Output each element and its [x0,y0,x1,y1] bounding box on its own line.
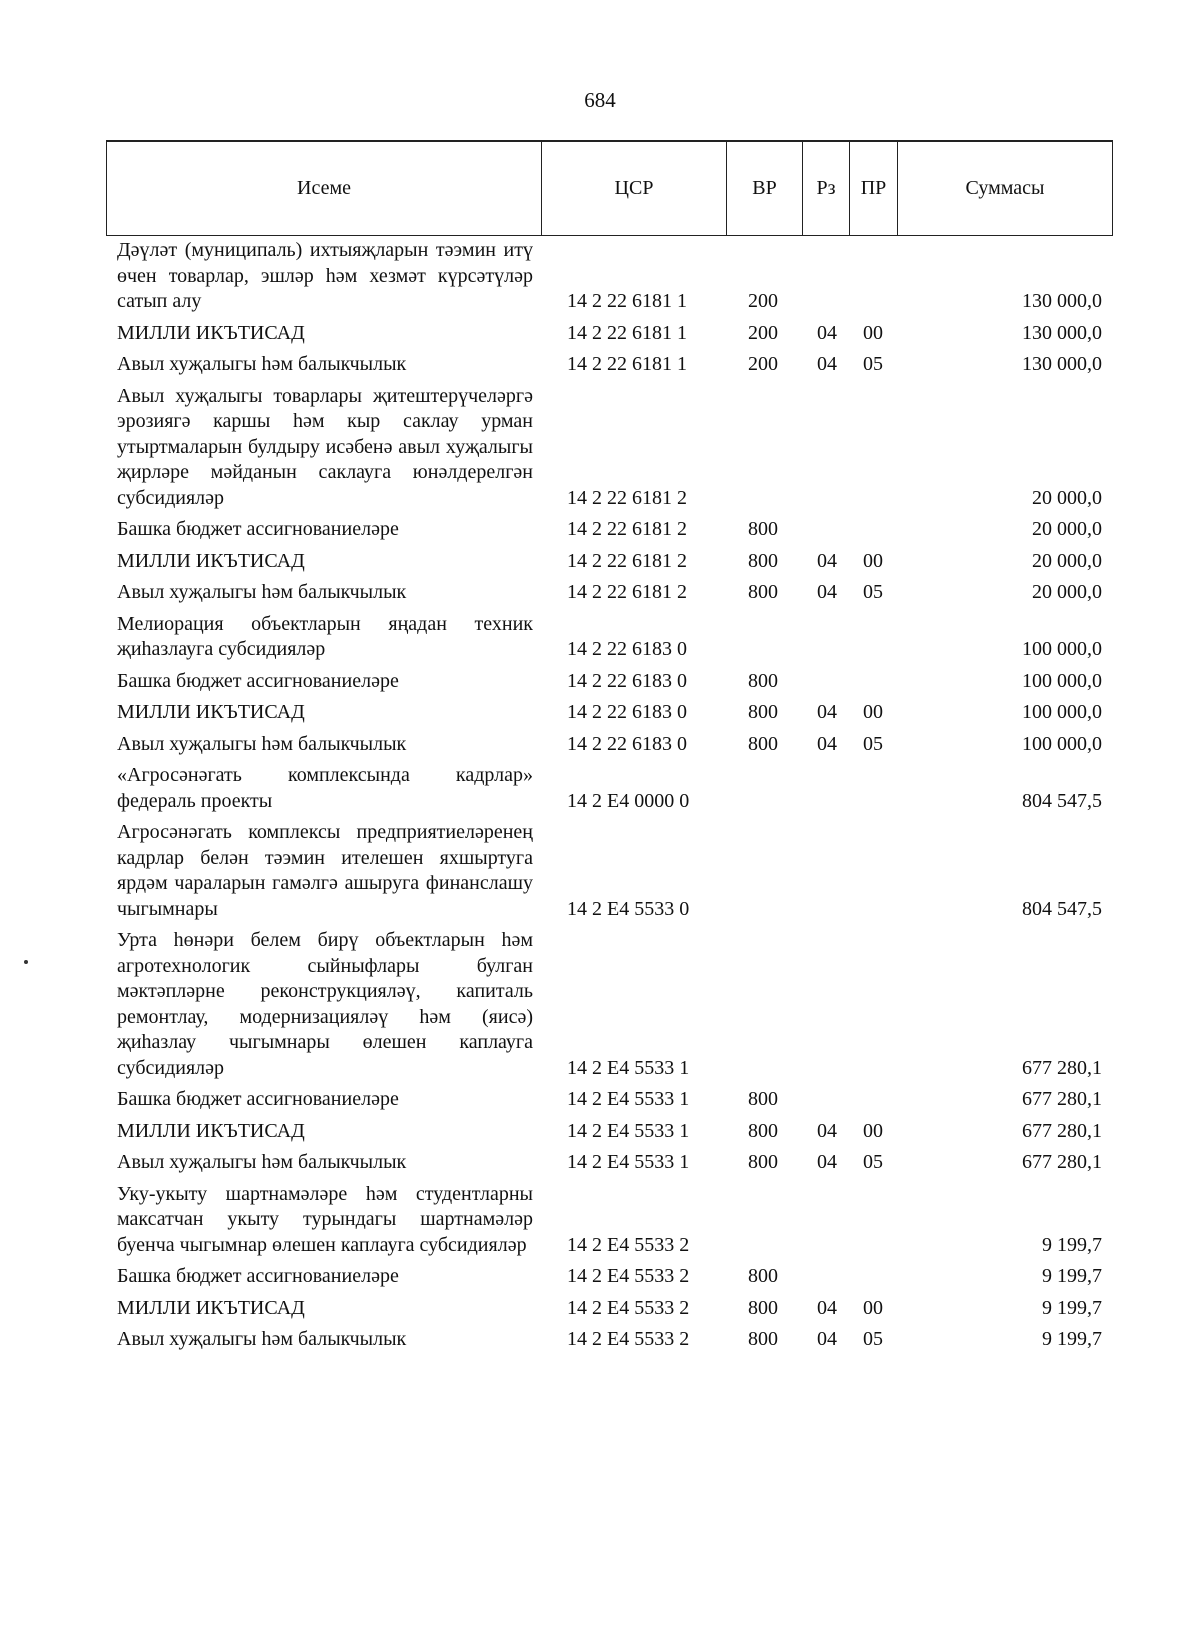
row-name-cell [106,1327,541,1359]
row-name-cell [106,580,541,612]
row-rz-cell: 04 [817,581,837,603]
row-name-cell [106,763,541,820]
row-rz-cell: 04 [817,1328,837,1350]
table-row [106,700,1112,732]
row-name-cell [106,238,541,321]
row-name-cell [106,384,541,518]
row-vr-cell: 200 [748,321,778,344]
row-name-cell [106,1150,541,1182]
row-pr-cell: 05 [863,1151,883,1173]
row-csr-cell: 14 2 E4 0000 0 [567,789,690,812]
header-pr: ПР [850,141,898,236]
row-sum-cell: 100 000,0 [1022,669,1102,692]
table-row [106,612,1112,669]
row-vr-cell [726,612,802,669]
table-row [106,1296,1112,1328]
row-pr-cell [849,384,897,518]
row-sum-cell: 20 000,0 [1032,486,1102,509]
row-name-cell [106,928,541,1087]
row-rz-cell [802,763,849,820]
row-vr-cell: 200 [748,353,778,375]
row-rz-cell [802,517,849,549]
row-pr-cell [849,1087,897,1119]
row-pr-cell [849,820,897,928]
row-sum-cell: 677 280,1 [1022,1088,1102,1110]
row-csr-cell: 14 2 22 6183 0 [567,701,687,723]
row-vr-cell: 800 [748,669,778,692]
row-rz-cell: 04 [817,732,837,755]
row-sum-cell: 804 547,5 [1022,897,1102,920]
row-sum-cell: 804 547,5 [1022,789,1102,812]
row-pr-cell [849,928,897,1087]
row-name-cell [106,1264,541,1296]
row-name-cell [106,321,541,353]
header-vr: ВР [727,141,803,236]
row-pr-cell: 00 [863,321,883,344]
row-csr-cell: 14 2 E4 5533 1 [567,1151,690,1173]
row-sum-cell: 100 000,0 [1022,638,1102,660]
row-sum-cell: 100 000,0 [1022,701,1102,723]
row-pr-cell: 05 [863,1328,883,1350]
table-row [106,820,1112,928]
row-name-text: МИЛЛИ ИКЪТИСАД [117,1119,305,1142]
row-pr-cell: 00 [863,701,883,723]
row-rz-cell [802,238,849,321]
header-name: Исеме [107,141,542,236]
row-vr-cell [726,384,802,518]
row-vr-cell [726,1182,802,1265]
row-csr-cell: 14 2 E4 5533 1 [567,1088,690,1110]
table-row [106,1150,1112,1182]
row-pr-cell: 05 [863,732,883,755]
row-rz-cell [802,669,849,701]
row-csr-cell: 14 2 22 6183 0 [567,638,687,660]
row-sum-cell: 20 000,0 [1032,581,1102,603]
row-csr-cell: 14 2 22 6181 2 [567,486,687,509]
row-name-text: МИЛЛИ ИКЪТИСАД [117,321,305,344]
row-pr-cell [849,238,897,321]
row-vr-cell: 800 [748,1151,778,1173]
row-vr-cell: 800 [748,1119,778,1142]
table-row [106,580,1112,612]
row-csr-cell: 14 2 E4 5533 0 [567,897,690,920]
row-rz-cell [802,928,849,1087]
row-rz-cell: 04 [817,549,837,572]
row-rz-cell [802,384,849,518]
row-vr-cell: 800 [748,549,778,572]
row-name-text: Башка бюджет ассигнованиеләре [117,1265,399,1287]
row-name-text: Башка бюджет ассигнованиеләре [117,518,399,540]
row-pr-cell [849,1264,897,1296]
row-csr-cell: 14 2 22 6183 0 [567,732,687,755]
row-name-cell [106,669,541,701]
row-name-cell [106,1087,541,1119]
table-row [106,732,1112,764]
row-rz-cell [802,1087,849,1119]
row-sum-cell: 677 280,1 [1022,1056,1102,1079]
row-rz-cell: 04 [817,1296,837,1319]
row-name-text: Авыл хуҗалыгы һәм балыкчылык [117,732,407,755]
row-csr-cell: 14 2 E4 5533 2 [567,1265,690,1287]
row-rz-cell: 04 [817,1119,837,1142]
row-vr-cell: 800 [748,518,778,540]
row-csr-cell: 14 2 E4 5533 1 [567,1119,690,1142]
row-csr-cell: 14 2 E4 5533 2 [567,1296,690,1319]
row-sum-cell: 9 199,7 [1042,1233,1102,1256]
row-name-text: МИЛЛИ ИКЪТИСАД [117,1296,305,1319]
row-rz-cell: 04 [817,701,837,723]
row-name-text: Башка бюджет ассигнованиеләре [117,669,399,692]
row-sum-cell: 20 000,0 [1032,518,1102,540]
table-row [106,1119,1112,1151]
row-csr-cell: 14 2 22 6181 2 [567,581,687,603]
table-row [106,928,1112,1087]
row-vr-cell: 800 [748,732,778,755]
row-sum-cell: 100 000,0 [1022,732,1102,755]
row-sum-cell: 9 199,7 [1042,1265,1102,1287]
row-pr-cell [849,612,897,669]
row-sum-cell: 130 000,0 [1022,321,1102,344]
page-number: 684 [584,88,616,112]
row-sum-cell: 130 000,0 [1022,353,1102,375]
table-row [106,549,1112,581]
header-rz: Рз [803,141,850,236]
row-name-cell [106,612,541,669]
row-pr-cell: 05 [863,581,883,603]
table-row [106,1087,1112,1119]
row-name-cell [106,732,541,764]
row-name-cell [106,1182,541,1265]
table-row [106,384,1112,518]
row-csr-cell: 14 2 E4 5533 1 [567,1056,690,1079]
row-name-text: Авыл хуҗалыгы һәм балыкчылык [117,1328,407,1350]
row-pr-cell [849,1182,897,1265]
row-vr-cell: 800 [748,1328,778,1350]
row-csr-cell: 14 2 22 6183 0 [567,669,687,692]
table-row [106,1264,1112,1296]
row-vr-cell: 800 [748,581,778,603]
row-vr-cell: 800 [748,1088,778,1110]
row-rz-cell: 04 [817,1151,837,1173]
row-name-text: Мелиорация объектларын яңадан техник җиһазлауга субсидияләр [117,612,533,660]
table-row [106,763,1112,820]
row-vr-cell [726,928,802,1087]
table-row [106,1182,1112,1265]
row-csr-cell: 14 2 22 6181 2 [567,518,687,540]
row-name-cell [106,549,541,581]
row-csr-cell: 14 2 22 6181 2 [567,549,687,572]
table-row [106,352,1112,384]
table-row [106,669,1112,701]
margin-speck [24,960,28,964]
row-sum-cell: 677 280,1 [1022,1151,1102,1173]
row-pr-cell: 00 [863,1296,883,1319]
row-csr-cell: 14 2 22 6181 1 [567,290,687,312]
table-header [106,140,1113,236]
row-rz-cell [802,1182,849,1265]
row-name-text: Авыл хуҗалыгы һәм балыкчылык [117,1151,407,1173]
table-row [106,1327,1112,1359]
row-sum-cell: 20 000,0 [1032,549,1102,572]
row-sum-cell: 9 199,7 [1042,1296,1102,1319]
header-sum: Суммасы [898,141,1113,236]
row-name-text: Уку-укыту шартнамәләре һәм студентларны максатчан укыту турындагы шартнамәләр буенча чыгымнар өлешен каплауга субсидияләр [117,1182,533,1256]
row-rz-cell [802,820,849,928]
row-sum-cell: 9 199,7 [1042,1328,1102,1350]
row-pr-cell: 00 [863,1119,883,1142]
row-csr-cell: 14 2 E4 5533 2 [567,1328,690,1350]
row-vr-cell [726,820,802,928]
row-name-cell [106,820,541,928]
row-rz-cell [802,1264,849,1296]
row-vr-cell: 200 [748,290,778,312]
row-name-cell [106,1296,541,1328]
row-vr-cell: 800 [748,701,778,723]
row-rz-cell: 04 [817,321,837,344]
table-row [106,321,1112,353]
table-row [106,238,1112,321]
row-vr-cell [726,763,802,820]
row-name-text: Авыл хуҗалыгы товарлары җитештерүчеләргә эрозиягә каршы һәм кыр саклау урман утыртмаларын булдыру исәбенә авыл хуҗалыгы җирләре мәйданын саклауга юнәлдерелгән субсидияләр [117,384,533,509]
budget-table-body [106,238,1112,1359]
row-rz-cell [802,612,849,669]
row-name-cell [106,517,541,549]
row-pr-cell [849,763,897,820]
row-csr-cell: 14 2 22 6181 1 [567,353,687,375]
row-vr-cell: 800 [748,1296,778,1319]
row-name-text: Агросәнәгать комплексы предприятиеләренең кадрлар белән тәэмин ителешен яхшыртуга ярдәм чараларын гамәлгә ашыруга финанслашу чыгымнары [117,821,533,920]
row-name-text: Урта һөнәри белем бирү объектларын һәм агротехнологик сыйныфлары булган мәктәпләрне реконструкцияләү, капиталь ремонтлау, модернизацияләү һәм (яисә) җиһазлау чыгымнары өлешен каплауга субсидияләр [117,929,533,1079]
row-name-text: Дәүләт (муниципаль) ихтыяҗларын тәэмин итү өчен товарлар, эшләр һәм хезмәт күрсәтүләр сатып алу [117,239,533,312]
row-name-text: МИЛЛИ ИКЪТИСАД [117,701,305,723]
row-sum-cell: 130 000,0 [1022,290,1102,312]
row-name-text: МИЛЛИ ИКЪТИСАД [117,549,305,572]
row-pr-cell: 00 [863,549,883,572]
row-name-cell [106,352,541,384]
row-pr-cell: 05 [863,353,883,375]
row-name-text: Башка бюджет ассигнованиеләре [117,1088,399,1110]
row-pr-cell [849,517,897,549]
row-name-text: «Агросәнәгать комплексында кадрлар» федераль проекты [117,764,533,812]
row-rz-cell: 04 [817,353,837,375]
row-pr-cell [849,669,897,701]
row-csr-cell: 14 2 E4 5533 2 [567,1233,690,1256]
row-name-text: Авыл хуҗалыгы һәм балыкчылык [117,581,407,603]
row-name-cell [106,1119,541,1151]
row-name-cell [106,700,541,732]
table-row [106,517,1112,549]
row-sum-cell: 677 280,1 [1022,1119,1102,1142]
row-name-text: Авыл хуҗалыгы һәм балыкчылык [117,353,407,375]
row-csr-cell: 14 2 22 6181 1 [567,321,687,344]
row-vr-cell: 800 [748,1265,778,1287]
header-csr: ЦСР [542,141,727,236]
